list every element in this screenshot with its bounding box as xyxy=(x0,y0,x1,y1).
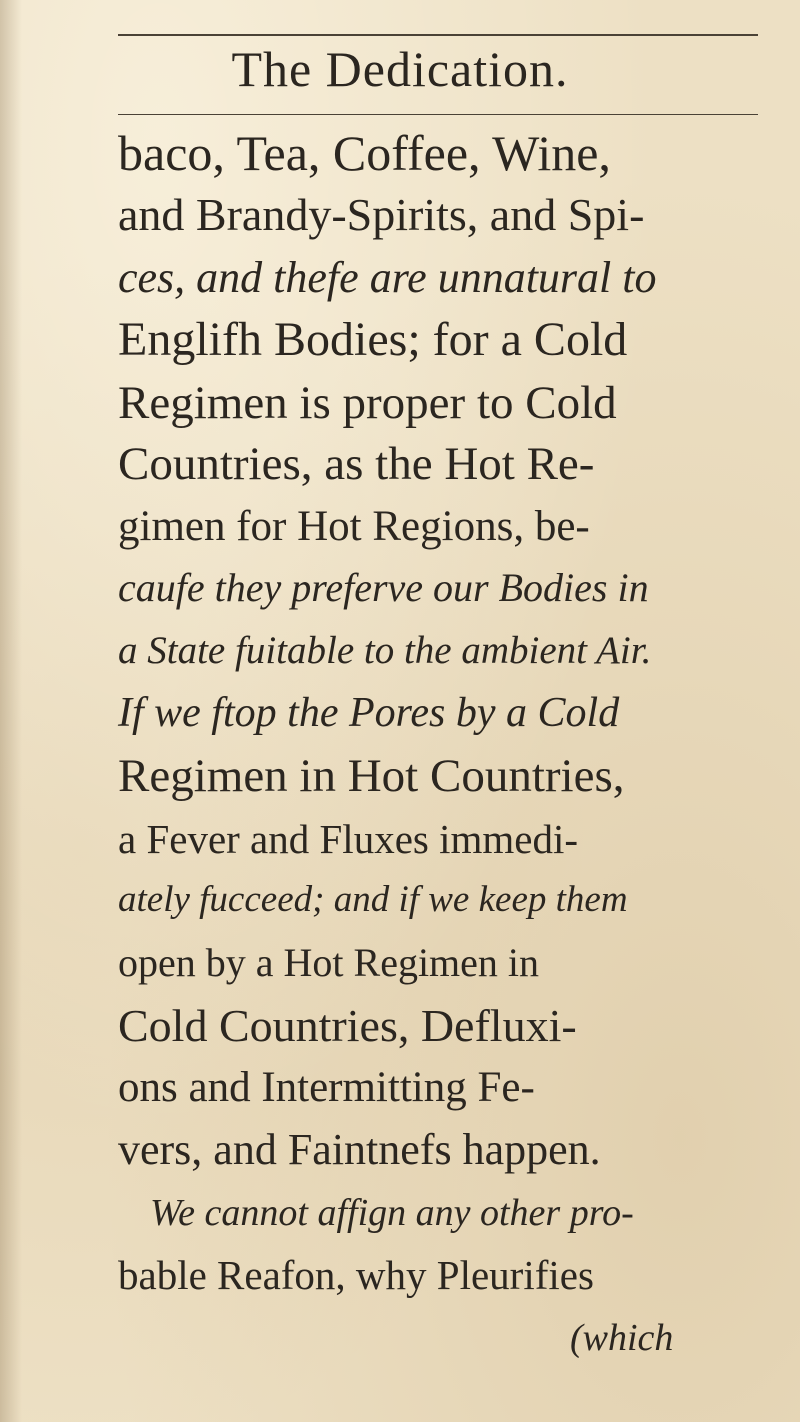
text-line-2: and Brandy-Spirits, and Spi- xyxy=(118,189,645,240)
header-under-rule xyxy=(118,114,758,115)
text-line-19: bable Reafon, why Pleurifies xyxy=(118,1252,594,1298)
text-line-16: ons and Intermitting Fe- xyxy=(118,1064,535,1111)
text-line-1: baco, Tea, Coffee, Wine, xyxy=(118,125,611,181)
text-line-13: ately fucceed; and if we keep them xyxy=(118,879,628,920)
catchword: (which xyxy=(570,1317,674,1359)
text-line-17: vers, and Faintnefs happen. xyxy=(118,1125,601,1174)
text-line-10: If we ftop the Pores by a Cold xyxy=(118,690,620,736)
text-line-9: a State fuitable to the ambient Air. xyxy=(118,629,652,672)
text-line-15: Cold Countries, Defluxi- xyxy=(118,1000,577,1051)
text-line-4: Englifh Bodies; for a Cold xyxy=(118,313,628,366)
text-line-5: Regimen is proper to Cold xyxy=(118,377,617,429)
text-line-6: Countries, as the Hot Re- xyxy=(118,438,595,490)
text-line-7: gimen for Hot Regions, be- xyxy=(118,503,590,550)
text-line-8: caufe they preferve our Bodies in xyxy=(118,565,649,610)
page-gutter-shadow xyxy=(0,0,22,1422)
text-line-11: Regimen in Hot Countries, xyxy=(118,750,625,802)
text-line-3: ces, and thefe are unnatural to xyxy=(118,253,657,302)
running-header: The Dedication. xyxy=(231,41,569,97)
text-line-14: open by a Hot Regimen in xyxy=(118,940,540,985)
text-line-18: We cannot affign any other pro- xyxy=(150,1192,634,1234)
text-line-12: a Fever and Fluxes immedi- xyxy=(118,816,579,862)
